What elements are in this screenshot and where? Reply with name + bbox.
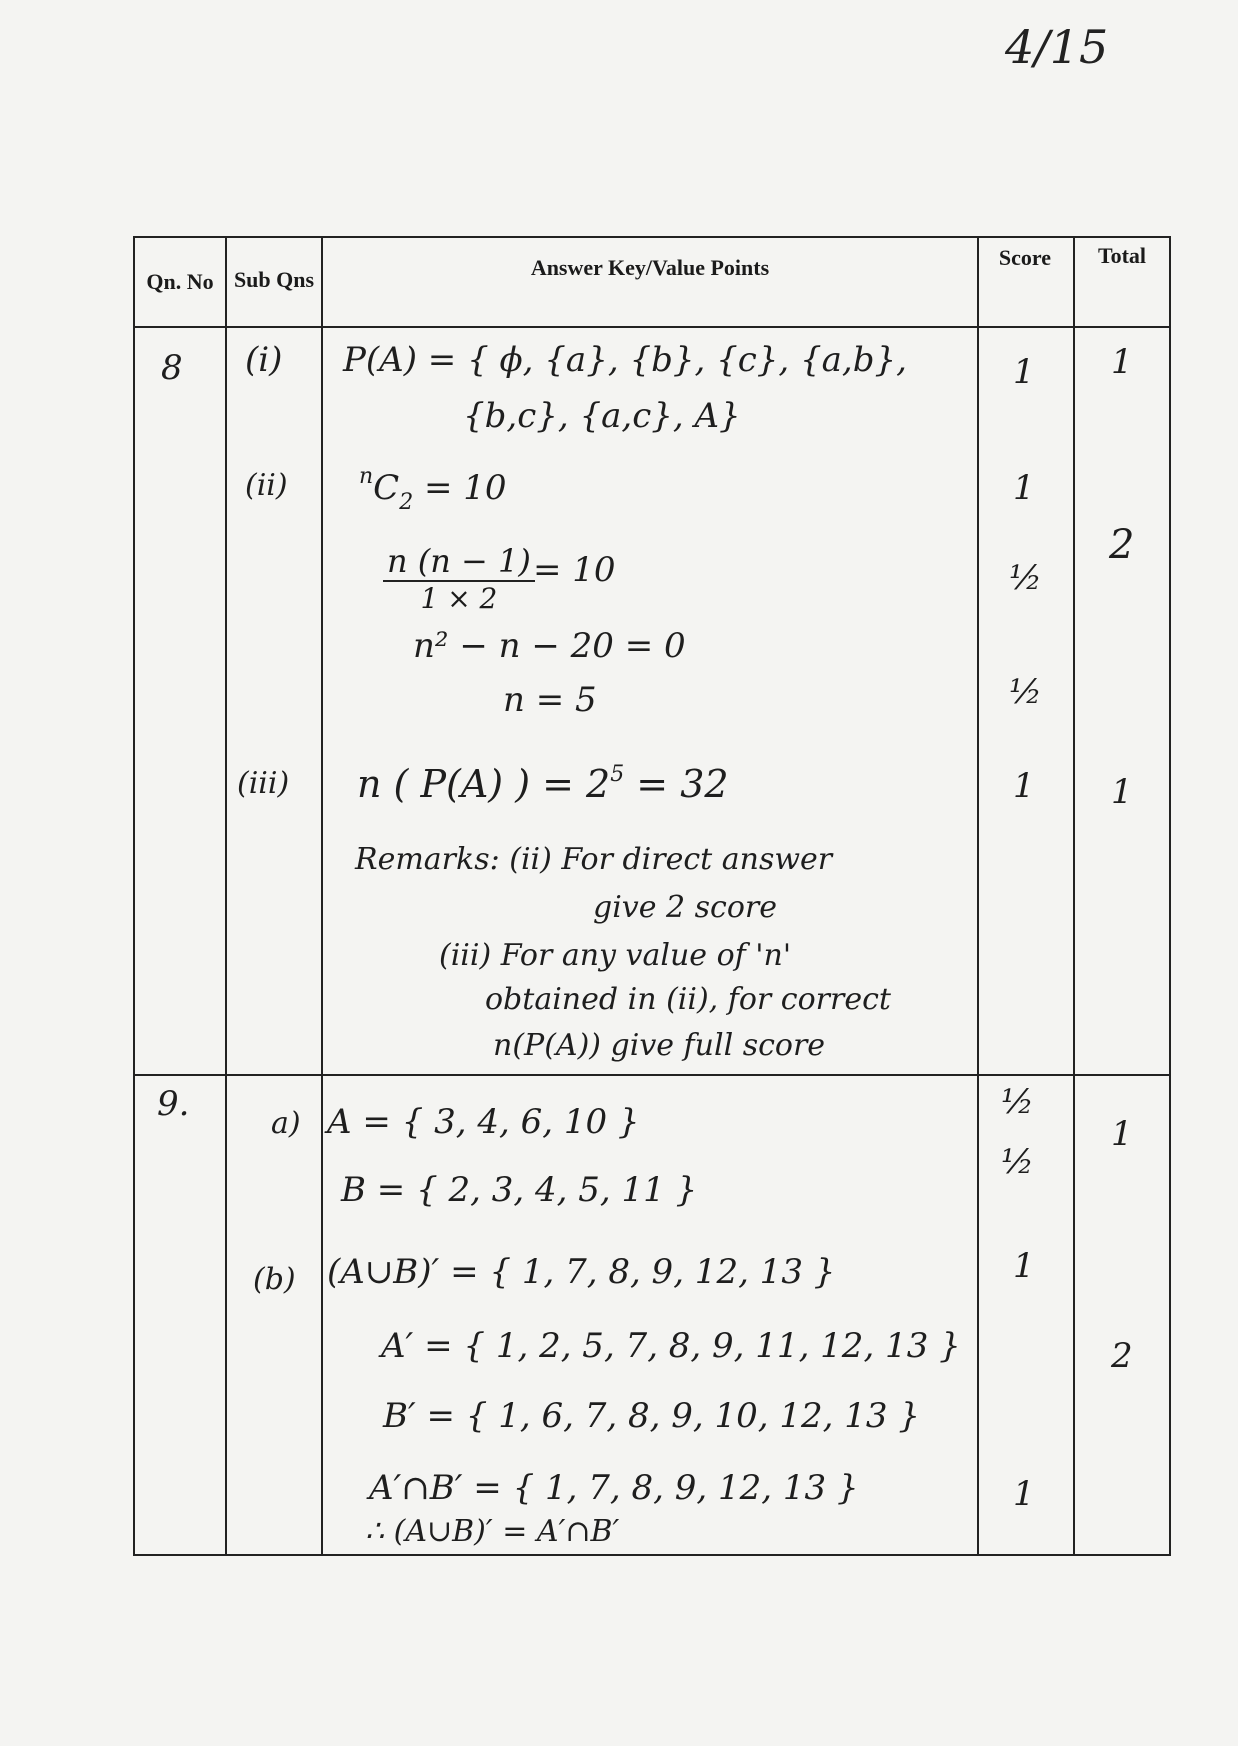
q8-remarks-line3: (iii) For any value of 'n' [439,938,792,973]
q9-b-line2: A′ = { 1, 2, 5, 7, 8, 9, 11, 12, 13 } [381,1326,961,1366]
q8-ii-fraction [383,542,535,615]
col-divider-3 [977,236,979,1556]
page-number: 4/15 [1005,20,1109,74]
header-qn-no: Qn. No [146,269,214,294]
q8-remarks-line2: give 2 score [593,890,778,925]
table-top-border [133,236,1171,238]
q8-i-label: (i) [245,340,283,380]
q9-b-line4: A′∩B′ = { 1, 7, 8, 9, 12, 13 } [369,1468,859,1508]
q8-ii-total: 2 [1109,522,1135,568]
q8-ii-line4: n = 5 [503,680,597,720]
table-right-border [1169,236,1171,1556]
q8-iii-label: (iii) [237,766,290,801]
q9-b-line1: (A∪B)′ = { 1, 7, 8, 9, 12, 13 } [327,1252,836,1292]
q8-ii-frac-num: n (n − 1) [383,542,535,582]
q8-ii-ncr-c: C [373,468,400,508]
q8-iii-score: 1 [1013,766,1035,806]
q9-b-line5: ∴ (A∪B)′ = A′∩B′ [365,1514,620,1549]
q8-ii-ncr-rhs: = 10 [424,468,507,508]
table-left-border [133,236,135,1556]
q8-number: 8 [161,348,183,388]
header-score: Score [998,245,1052,270]
header-answer: Answer Key/Value Points [530,255,770,280]
q8-ii-score3: ½ [1009,672,1042,712]
q9-b-score1: 1 [1013,1246,1035,1286]
header-bottom-border [133,326,1171,328]
q8-ii-score2: ½ [1009,558,1042,598]
q8-ii-frac-den: 1 × 2 [420,582,498,615]
q8-ii-label: (ii) [245,468,288,503]
q9-b-line3: B′ = { 1, 6, 7, 8, 9, 10, 12, 13 } [383,1396,920,1436]
q8-i-line2: {b,c}, {a,c}, A} [463,396,741,436]
q9-a-score1: ½ [1001,1082,1034,1122]
q8-iii-lhs: n ( P(A) ) = 2 [357,762,611,806]
q9-a-score2: ½ [1001,1142,1034,1182]
q8-iii-rhs: = 32 [636,762,729,806]
q8-iii-exp: 5 [610,762,625,787]
q9-a-line2: B = { 2, 3, 4, 5, 11 } [341,1170,698,1210]
q8-ii-line3: n² − n − 20 = 0 [413,626,686,666]
q8-i-line1: P(A) = { ϕ, {a}, {b}, {c}, {a,b}, [343,340,907,380]
col-divider-4 [1073,236,1075,1556]
header-sub-qns: Sub Qns [233,267,315,292]
q9-number: 9. [157,1084,190,1124]
q8-i-score: 1 [1013,352,1035,392]
q8-iii-total: 1 [1111,772,1133,812]
q8-i-total: 1 [1111,342,1133,382]
q8-ii-score1: 1 [1013,468,1035,508]
q8-iii-line1 [357,762,729,806]
q9-b-score2: 1 [1013,1474,1035,1514]
answer-key-table [133,206,1171,1556]
q9-a-label: a) [271,1106,301,1141]
q8-ii-ncr [359,464,507,515]
q8-remarks-line1: Remarks: (ii) For direct answer [355,842,833,877]
q8-remarks-line5: n(P(A)) give full score [493,1028,826,1063]
col-divider-2 [321,236,323,1556]
col-divider-1 [225,236,227,1556]
header-total: Total [1097,243,1147,268]
q9-b-total: 2 [1111,1336,1133,1376]
q8-remarks-line4: obtained in (ii), for correct [485,982,891,1017]
q9-b-label: (b) [253,1262,296,1297]
q9-a-total: 1 [1111,1114,1133,1154]
q8-ii-ncr-n: n [359,464,374,489]
q9-a-line1: A = { 3, 4, 6, 10 } [327,1102,640,1142]
table-bottom-border [133,1554,1171,1556]
q8-ii-ncr-sub: 2 [399,490,414,515]
row-divider-q9 [133,1074,1171,1076]
q8-ii-frac-rhs: = 10 [533,550,616,590]
